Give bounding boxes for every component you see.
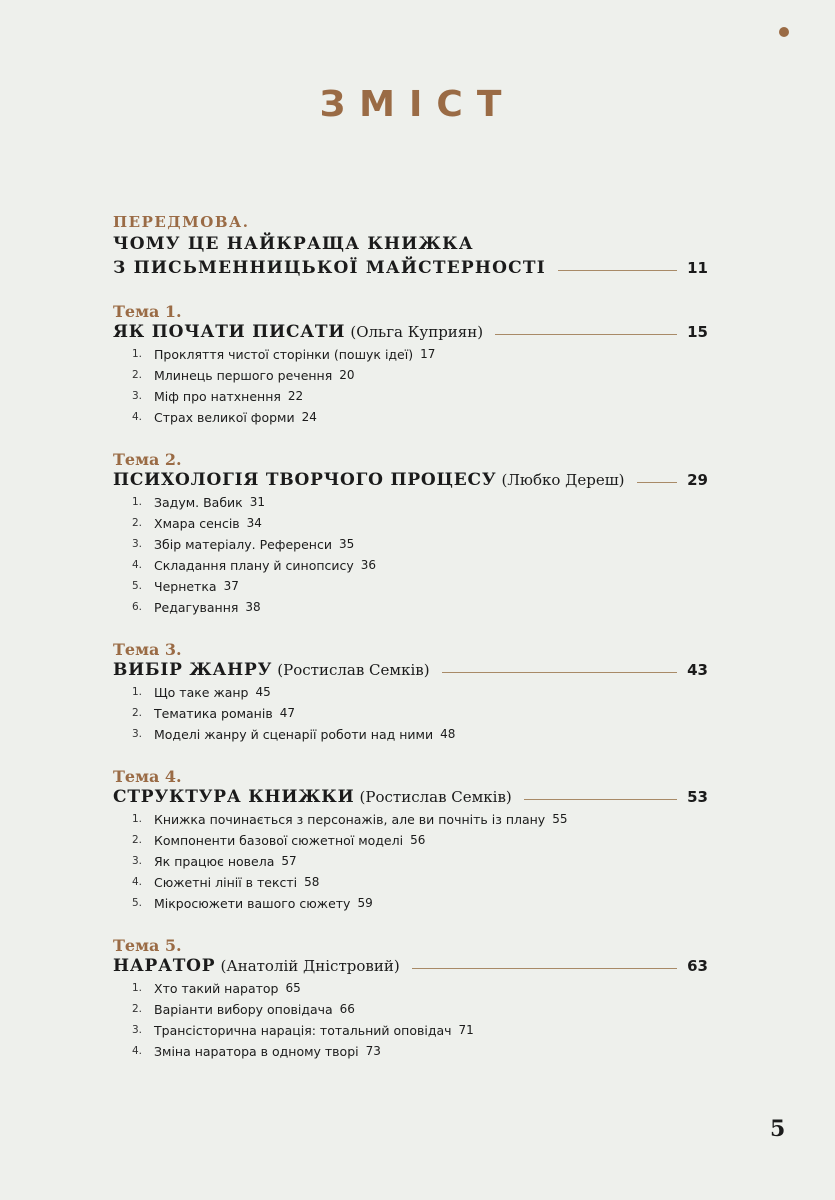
subtopic-text: Страх великої форми xyxy=(154,410,295,425)
topic-author: (Любко Дереш) xyxy=(501,471,625,489)
topic-heading-row xyxy=(113,660,708,680)
subtopic-number: 3. xyxy=(132,538,143,550)
subtopic-item xyxy=(132,851,708,872)
topic-page-number: 29 xyxy=(687,471,708,489)
subtopic-item xyxy=(132,1020,708,1041)
subtopic-item xyxy=(132,513,708,534)
topic-entry xyxy=(113,767,708,914)
topic-page-number: 63 xyxy=(687,957,708,975)
subtopic-number: 2. xyxy=(132,834,143,846)
subtopic-text: Збір матеріалу. Референси xyxy=(154,537,332,552)
subtopic-text: Тематика романів xyxy=(154,706,273,721)
dotted-leader xyxy=(524,799,677,800)
topic-label: Тема 3. xyxy=(113,640,182,659)
subtopic-text: Млинець першого речення xyxy=(154,368,333,383)
preface-title-line2: З ПИСЬМЕННИЦЬКОЇ МАЙСТЕРНОСТІ xyxy=(113,258,546,278)
page-title: ЗМІСТ xyxy=(319,84,516,125)
subtopic-page-number: 48 xyxy=(440,727,456,741)
subtopic-number: 1. xyxy=(132,686,143,698)
subtopic-page-number: 56 xyxy=(410,833,426,847)
subtopic-page-number: 34 xyxy=(246,516,262,530)
topic-heading-row xyxy=(113,322,708,342)
topic-label: Тема 2. xyxy=(113,450,182,469)
subtopic-list xyxy=(132,809,708,914)
topic-heading-row xyxy=(113,787,708,807)
topic-title: ПСИХОЛОГІЯ ТВОРЧОГО ПРОЦЕСУ xyxy=(113,470,497,490)
subtopic-number: 5. xyxy=(132,897,143,909)
subtopic-list xyxy=(132,978,708,1062)
subtopic-number: 2. xyxy=(132,517,143,529)
subtopic-page-number: 36 xyxy=(360,558,377,572)
subtopic-page-number: 45 xyxy=(255,685,271,699)
subtopic-item xyxy=(132,893,708,914)
dotted-leader xyxy=(412,968,677,969)
subtopic-item xyxy=(132,597,708,618)
subtopic-text: Міф про натхнення xyxy=(154,389,281,404)
subtopic-number: 3. xyxy=(132,855,143,867)
subtopic-page-number: 38 xyxy=(245,600,261,614)
topic-heading-row xyxy=(113,470,708,490)
subtopic-text: Як працює новела xyxy=(154,854,275,869)
topic-title: ВИБІР ЖАНРУ xyxy=(113,660,273,680)
subtopic-text: Трансісторична нарація: тотальний оповідач xyxy=(154,1023,452,1038)
subtopic-page-number: 65 xyxy=(285,981,301,995)
subtopic-number: 3. xyxy=(132,1024,143,1036)
subtopic-number: 5. xyxy=(132,580,143,592)
subtopic-text: Сюжетні лінії в тексті xyxy=(154,875,298,890)
dotted-leader xyxy=(442,672,678,673)
subtopic-item xyxy=(132,407,708,428)
subtopic-page-number: 35 xyxy=(338,537,355,551)
subtopic-text: Хмара сенсів xyxy=(154,516,240,531)
subtopic-text: Прокляття чистої сторінки (пошук ідеї) xyxy=(154,347,414,362)
subtopic-page-number: 73 xyxy=(365,1044,381,1058)
topic-label: Тема 1. xyxy=(113,302,182,321)
subtopic-item xyxy=(132,534,708,555)
preface-label: ПЕРЕДМОВА. xyxy=(113,213,250,231)
topic-page-number: 53 xyxy=(687,788,708,806)
topic-page-number: 15 xyxy=(687,323,708,341)
preface-title-row xyxy=(113,256,708,280)
topic-label: Тема 5. xyxy=(113,936,182,955)
subtopic-list xyxy=(132,492,708,618)
subtopic-page-number: 55 xyxy=(552,812,568,826)
dotted-leader xyxy=(637,482,678,483)
subtopic-text: Моделі жанру й сценарії роботи над ними xyxy=(154,727,434,742)
subtopic-page-number: 66 xyxy=(339,1002,355,1016)
subtopic-number: 2. xyxy=(132,369,143,381)
subtopic-item xyxy=(132,978,708,999)
subtopic-item xyxy=(132,830,708,851)
preface-entry xyxy=(113,212,708,280)
decorative-dot xyxy=(779,27,789,37)
subtopic-text: Мікросюжети вашого сюжету xyxy=(154,896,351,911)
subtopic-text: Зміна наратора в одному творі xyxy=(154,1044,359,1059)
subtopic-text: Що таке жанр xyxy=(154,685,249,700)
topic-author: (Ольга Куприян) xyxy=(350,323,484,341)
topic-entry xyxy=(113,640,708,745)
subtopic-item xyxy=(132,872,708,893)
topic-title: ЯК ПОЧАТИ ПИСАТИ xyxy=(113,322,346,342)
subtopic-list xyxy=(132,344,708,428)
topic-author: (Ростислав Семків) xyxy=(359,788,512,806)
topic-entry xyxy=(113,936,708,1062)
subtopic-page-number: 47 xyxy=(279,706,295,720)
subtopic-text: Редагування xyxy=(154,600,239,615)
subtopic-page-number: 22 xyxy=(287,389,304,403)
dotted-leader xyxy=(558,270,677,271)
subtopic-number: 2. xyxy=(132,1003,143,1015)
subtopic-page-number: 20 xyxy=(339,368,355,382)
subtopic-number: 3. xyxy=(132,728,143,740)
subtopic-item xyxy=(132,344,708,365)
preface-title-line1: ЧОМУ ЦЕ НАЙКРАЩА КНИЖКА xyxy=(113,234,474,254)
subtopic-number: 4. xyxy=(132,876,143,888)
subtopic-text: Складання плану й синопсису xyxy=(154,558,354,573)
subtopic-number: 1. xyxy=(132,982,143,994)
subtopic-number: 1. xyxy=(132,813,143,825)
subtopic-item xyxy=(132,555,708,576)
subtopic-page-number: 24 xyxy=(301,410,317,424)
topic-title: СТРУКТУРА КНИЖКИ xyxy=(113,787,355,807)
topic-heading xyxy=(113,322,483,342)
subtopic-page-number: 37 xyxy=(223,579,239,593)
topic-author: (Анатолій Дністровий) xyxy=(220,957,400,975)
topic-heading xyxy=(113,660,430,680)
subtopic-number: 2. xyxy=(132,707,143,719)
subtopic-list xyxy=(132,682,708,745)
subtopic-item xyxy=(132,999,708,1020)
topic-heading xyxy=(113,956,400,976)
topic-entry xyxy=(113,302,708,428)
topic-heading xyxy=(113,787,512,807)
subtopic-number: 4. xyxy=(132,559,143,571)
subtopic-item xyxy=(132,576,708,597)
subtopic-item xyxy=(132,365,708,386)
subtopic-item xyxy=(132,492,708,513)
topic-entry xyxy=(113,450,708,618)
subtopic-text: Чернетка xyxy=(154,579,217,594)
page-number: 5 xyxy=(770,1116,786,1142)
topic-label: Тема 4. xyxy=(113,767,182,786)
topic-author: (Ростислав Семків) xyxy=(277,661,430,679)
subtopic-text: Задум. Вабик xyxy=(154,495,243,510)
subtopic-item xyxy=(132,724,708,745)
topic-heading xyxy=(113,470,625,490)
subtopic-page-number: 17 xyxy=(420,347,436,361)
subtopic-item xyxy=(132,682,708,703)
dotted-leader xyxy=(495,334,677,335)
subtopic-number: 4. xyxy=(132,1045,143,1057)
subtopic-text: Книжка починається з персонажів, але ви почніть із плану xyxy=(154,812,546,827)
subtopic-number: 1. xyxy=(132,496,143,508)
topic-title: НАРАТОР xyxy=(113,956,216,976)
subtopic-number: 3. xyxy=(132,390,143,402)
subtopic-page-number: 59 xyxy=(357,896,373,910)
subtopic-number: 4. xyxy=(132,411,143,423)
topic-heading-row xyxy=(113,956,708,976)
subtopic-page-number: 57 xyxy=(281,854,297,868)
subtopic-number: 1. xyxy=(132,348,143,360)
subtopic-text: Компоненти базової сюжетної моделі xyxy=(154,833,404,848)
subtopic-page-number: 31 xyxy=(249,495,265,509)
subtopic-page-number: 71 xyxy=(458,1023,474,1037)
table-of-contents xyxy=(113,212,708,1084)
subtopic-number: 6. xyxy=(132,601,143,613)
preface-page-number: 11 xyxy=(687,259,708,277)
subtopic-item xyxy=(132,809,708,830)
subtopic-text: Хто такий наратор xyxy=(154,981,279,996)
subtopic-item xyxy=(132,386,708,407)
topic-page-number: 43 xyxy=(687,661,708,679)
subtopic-text: Варіанти вибору оповідача xyxy=(154,1002,333,1017)
subtopic-item xyxy=(132,1041,708,1062)
subtopic-item xyxy=(132,703,708,724)
subtopic-page-number: 58 xyxy=(304,875,320,889)
